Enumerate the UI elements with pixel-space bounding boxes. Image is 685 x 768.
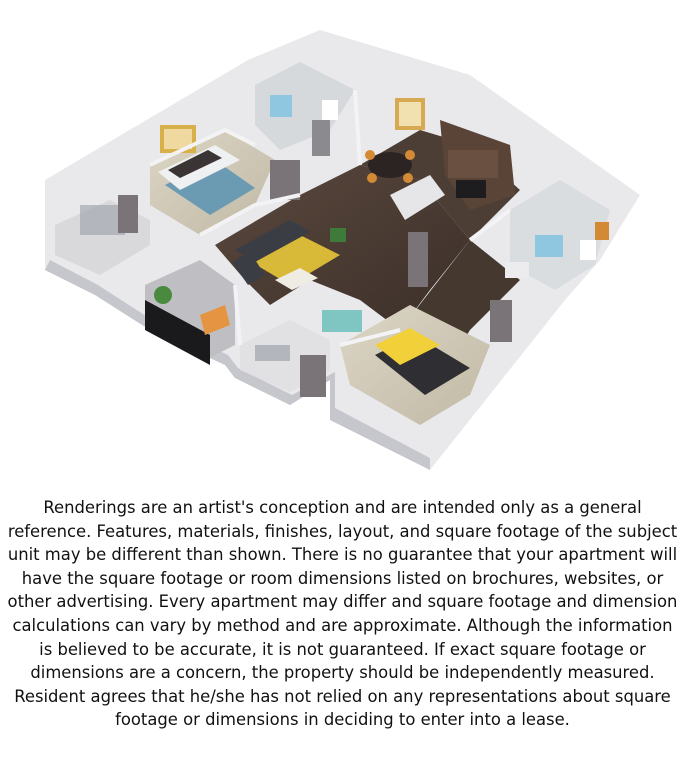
disclaimer-text: Renderings are an artist's conception and are intended only as a general reference. Features, materials, finishes, layout, and square footage of the subject unit may be different than shown. There is no guarantee that your apartment will have the square footage or room dimensions listed on brochures, websites, or other advertising. Every apartment may differ and square footage and dimension calculations can vary by method and are approximate. Although the information is believed to be accurate, it is not guaranteed. If exact square footage or dimensions are a concern, the property should be independently measured. Resident agrees that he/she has not relied on any representations about square footage or dimensions in deciding to enter into a lease. <box>7 498 678 730</box>
